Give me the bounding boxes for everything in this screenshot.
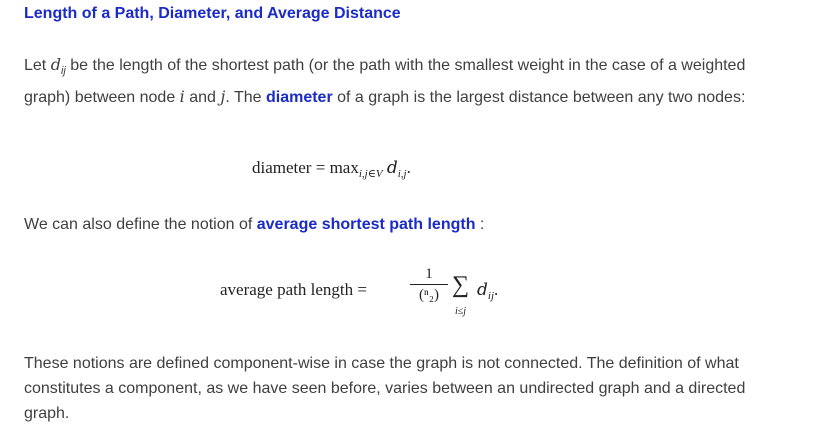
- average-eq-fraction: [410, 266, 448, 304]
- closing-paragraph: These notions are defined component-wise in case the graph is not connected. The definition of what constitutes a component, as we have seen before, varies between an undirected graph and a directed graph.: [24, 355, 746, 422]
- average-eq-lhs: average path length =: [220, 280, 367, 299]
- dij-subscript: ij: [60, 65, 66, 77]
- intro-text-5: of a graph is the largest distance between any two nodes:: [332, 89, 746, 106]
- average-paragraph: [24, 212, 794, 237]
- average-eq-d-term: [477, 280, 498, 302]
- intro-text-3: and: [184, 89, 221, 106]
- node-i-symbol: i: [179, 87, 185, 106]
- diameter-eq-end: .: [406, 158, 411, 177]
- diameter-eq-equals: =: [311, 158, 330, 177]
- intro-text-4: . The: [225, 89, 266, 106]
- intro-paragraph: [24, 52, 794, 110]
- diameter-eq-max-sub: i,j∈V: [358, 168, 383, 180]
- diameter-equation: [252, 158, 411, 180]
- average-text-2: :: [475, 216, 485, 233]
- diameter-eq-d-sub: i,j: [397, 168, 407, 180]
- sum-symbol: ∑: [452, 272, 470, 298]
- node-j-symbol: j: [220, 87, 226, 106]
- average-eq-d: d: [477, 280, 488, 300]
- average-shortest-path-term: average shortest path length: [256, 216, 476, 233]
- average-eq-end: .: [494, 280, 499, 299]
- fraction-denominator: (ⁿ₂): [419, 287, 439, 303]
- intro-text-2: be the length of the shortest path (or the path with the smallest weight in the case of a weighted graph) between node: [24, 57, 746, 106]
- diameter-eq-max: max: [329, 158, 359, 177]
- section-title: Length of a Path, Diameter, and Average Distance: [24, 5, 401, 22]
- average-eq-d-sub: ij: [487, 290, 495, 302]
- intro-text-1: Let: [24, 57, 51, 74]
- diameter-eq-lhs: diameter: [252, 158, 312, 177]
- fraction-bar: [410, 284, 448, 285]
- diameter-eq-d: d: [386, 158, 398, 178]
- sum-subscript: i≤j: [455, 306, 467, 317]
- average-text-1: We can also define the notion of: [24, 216, 257, 233]
- diameter-term: diameter: [265, 89, 333, 106]
- dij-symbol: d: [50, 55, 61, 74]
- fraction-numerator: 1: [425, 266, 433, 282]
